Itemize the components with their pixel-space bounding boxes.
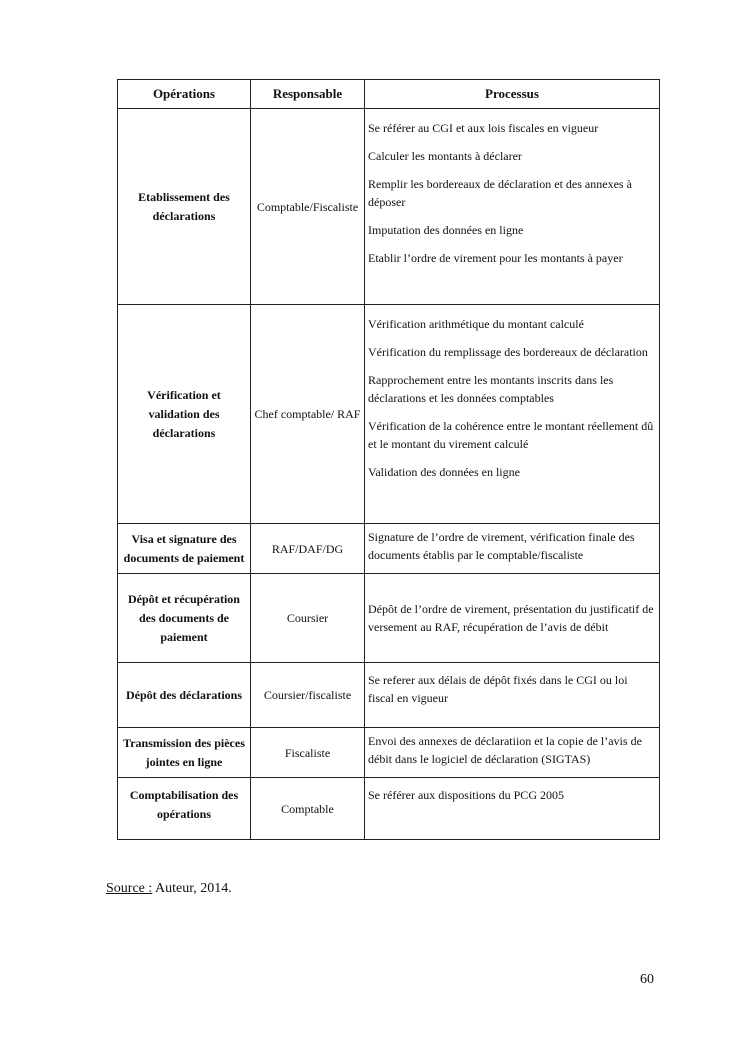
processus-step: Imputation des données en ligne	[368, 223, 524, 237]
responsable-cell: Comptable/Fiscaliste	[251, 109, 365, 305]
processus-step: Vérification de la cohérence entre le montant réellement dû et le montant du virement calculé	[368, 419, 654, 451]
processus-step: Se référer au CGI et aux lois fiscales en vigueur	[368, 121, 599, 135]
processus-step: Dépôt de l’ordre de virement, présentation du justificatif de versement au RAF, récupération de l’avis de débit	[368, 602, 654, 634]
responsable-cell: RAF/DAF/DG	[251, 524, 365, 574]
responsable-cell: Fiscaliste	[251, 728, 365, 778]
source-note	[106, 881, 232, 897]
processus-step: Signature de l’ordre de virement, vérification finale des documents établis par le comptable/fiscaliste	[368, 530, 635, 562]
source-label: Source :	[106, 881, 153, 896]
responsable-cell: Coursier	[251, 574, 365, 663]
processus-step: Remplir les bordereaux de déclaration et des annexes à déposer	[368, 177, 632, 209]
operation-cell: Vérification et validation des déclarations	[118, 305, 251, 524]
processus-cell	[365, 574, 660, 663]
processus-cell	[365, 728, 660, 778]
header-responsable: Responsable	[251, 80, 365, 109]
processus-cell	[365, 109, 660, 305]
processus-cell	[365, 524, 660, 574]
processus-cell	[365, 663, 660, 728]
processus-step: Se referer aux délais de dépôt fixés dans le CGI ou loi fiscal en vigueur	[368, 673, 628, 705]
operation-cell: Comptabilisation des opérations	[118, 778, 251, 840]
header-processus: Processus	[365, 80, 660, 109]
processus-step: Se référer aux dispositions du PCG 2005	[368, 788, 564, 802]
table-row	[118, 305, 660, 524]
table-row	[118, 778, 660, 840]
processus-step: Validation des données en ligne	[368, 465, 520, 479]
operation-cell: Visa et signature des documents de paiement	[118, 524, 251, 574]
table-header-row	[118, 80, 660, 109]
source-text: Auteur, 2014.	[152, 881, 232, 896]
processus-step: Calculer les montants à déclarer	[368, 149, 522, 163]
process-table	[117, 79, 660, 840]
operation-cell: Dépôt des déclarations	[118, 663, 251, 728]
processus-step: Vérification du remplissage des bordereaux de déclaration	[368, 345, 648, 359]
table-row	[118, 663, 660, 728]
table-row	[118, 728, 660, 778]
table-row	[118, 574, 660, 663]
table-row	[118, 109, 660, 305]
operation-cell: Etablissement des déclarations	[118, 109, 251, 305]
processus-step: Envoi des annexes de déclaratiion et la copie de l’avis de débit dans le logiciel de déclaration (SIGTAS)	[368, 734, 642, 766]
processus-cell	[365, 305, 660, 524]
processus-step: Vérification arithmétique du montant calculé	[368, 317, 584, 331]
responsable-cell: Coursier/fiscaliste	[251, 663, 365, 728]
responsable-cell: Comptable	[251, 778, 365, 840]
header-operations: Opérations	[118, 80, 251, 109]
processus-step: Rapprochement entre les montants inscrits dans les déclarations et les données comptables	[368, 373, 614, 405]
responsable-cell: Chef comptable/ RAF	[251, 305, 365, 524]
operation-cell: Dépôt et récupération des documents de paiement	[118, 574, 251, 663]
table-row	[118, 524, 660, 574]
processus-step: Etablir l’ordre de virement pour les montants à payer	[368, 251, 623, 265]
page-number: 60	[640, 972, 654, 987]
processus-cell	[365, 778, 660, 840]
operation-cell: Transmission des pièces jointes en ligne	[118, 728, 251, 778]
